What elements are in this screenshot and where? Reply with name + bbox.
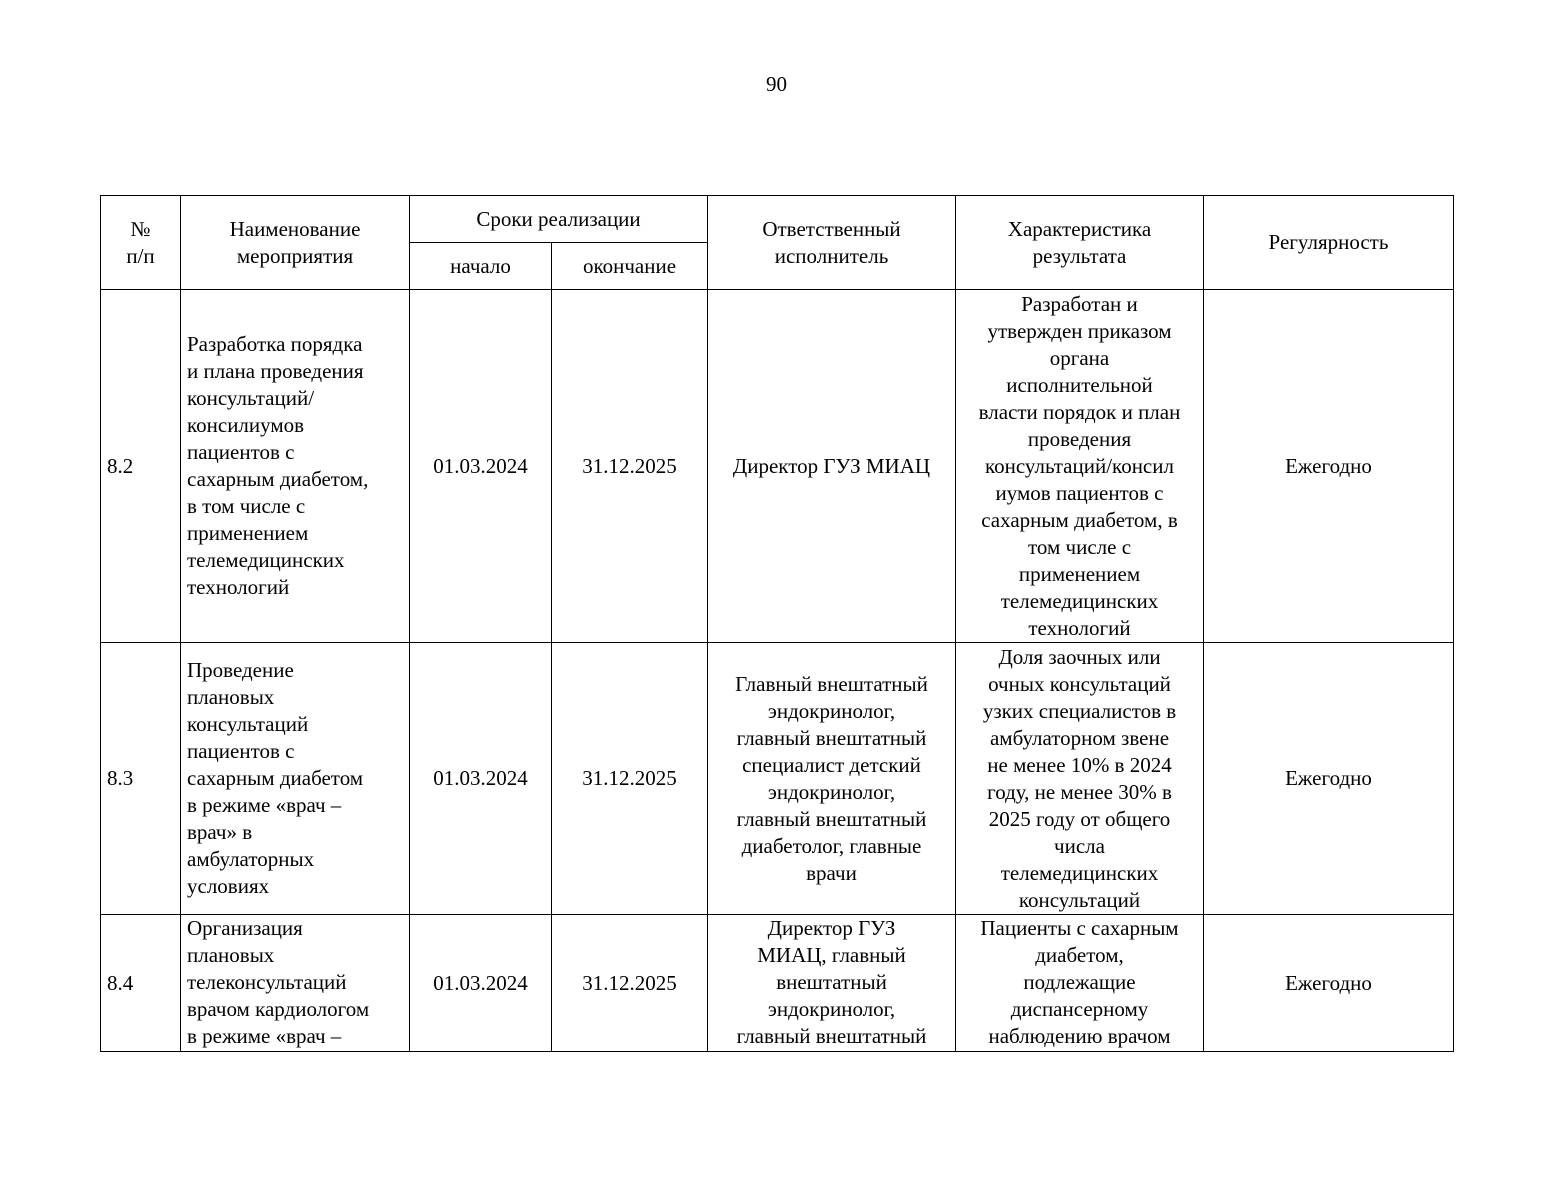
- row-responsible: Директор ГУЗ МИАЦ: [708, 290, 956, 643]
- table-row: [101, 290, 1454, 643]
- header-terms: Сроки реализации: [410, 196, 708, 243]
- header-responsible: Ответственный исполнитель: [708, 196, 956, 290]
- row-regularity: Ежегодно: [1204, 290, 1454, 643]
- header-regularity: Регулярность: [1204, 196, 1454, 290]
- row-name: Проведение плановых консультаций пациентов с сахарным диабетом в режиме «врач – врач» в амбулаторных условиях: [181, 643, 410, 915]
- row-end: 31.12.2025: [552, 915, 708, 1052]
- row-end: 31.12.2025: [552, 643, 708, 915]
- row-start: 01.03.2024: [410, 915, 552, 1052]
- row-result: Пациенты с сахарным диабетом, подлежащие диспансерному наблюдению врачом: [956, 915, 1204, 1052]
- header-row-1: [101, 196, 1454, 243]
- page-number: 90: [766, 72, 787, 96]
- header-start: начало: [410, 243, 552, 290]
- row-result: Разработан и утвержден приказом органа исполнительной власти порядок и план проведения консультаций/консил иумов пациентов с сахарным диабетом, в том числе с применением телемедицинских технологий: [956, 290, 1204, 643]
- row-regularity: Ежегодно: [1204, 915, 1454, 1052]
- row-num: 8.2: [101, 290, 181, 643]
- table-row: [101, 915, 1454, 1052]
- row-num: 8.3: [101, 643, 181, 915]
- header-num: № п/п: [101, 196, 181, 290]
- row-result: Доля заочных или очных консультаций узких специалистов в амбулаторном звене не менее 10% в 2024 году, не менее 30% в 2025 году от общего числа телемедицинских консультаций: [956, 643, 1204, 915]
- row-regularity: Ежегодно: [1204, 643, 1454, 915]
- row-end: 31.12.2025: [552, 290, 708, 643]
- header-name: Наименование мероприятия: [181, 196, 410, 290]
- header-result: Характеристика результата: [956, 196, 1204, 290]
- row-responsible: Главный внештатный эндокринолог, главный внештатный специалист детский эндокринолог, главный внештатный диабетолог, главные врачи: [708, 643, 956, 915]
- row-name: Организация плановых телеконсультаций врачом кардиологом в режиме «врач –: [181, 915, 410, 1052]
- table-row: [101, 643, 1454, 915]
- row-num: 8.4: [101, 915, 181, 1052]
- activities-table: [100, 195, 1454, 1052]
- row-name: Разработка порядка и плана проведения консультаций/ консилиумов пациентов с сахарным диабетом, в том числе с применением телемедицинских технологий: [181, 290, 410, 643]
- row-start: 01.03.2024: [410, 290, 552, 643]
- header-end: окончание: [552, 243, 708, 290]
- row-start: 01.03.2024: [410, 643, 552, 915]
- row-responsible: Директор ГУЗ МИАЦ, главный внештатный эндокринолог, главный внештатный: [708, 915, 956, 1052]
